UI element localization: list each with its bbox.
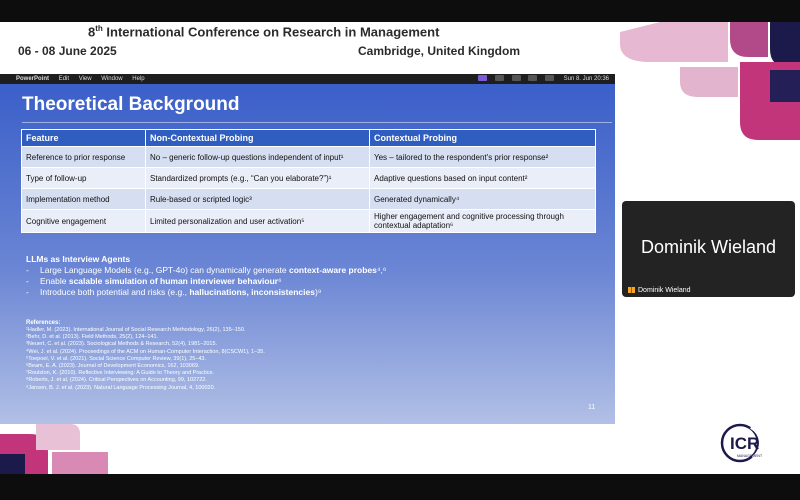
decoration-top-right: [620, 22, 800, 140]
table-cell: Cognitive engagement: [22, 210, 146, 233]
presentation-slide: [0, 84, 615, 424]
table-cell: Implementation method: [22, 189, 146, 210]
table-cell: Yes – tailored to the respondent's prior response²: [370, 147, 596, 168]
menu-clock[interactable]: Sun 8. Jun 20:36: [563, 76, 609, 82]
status-icon[interactable]: [495, 75, 504, 81]
wifi-icon[interactable]: [545, 75, 554, 81]
participant-display-name: Dominik Wieland: [640, 237, 777, 257]
participant-label: Dominik Wieland: [628, 287, 691, 294]
table-header: Contextual Probing: [370, 130, 596, 147]
table-header: Feature: [22, 130, 146, 147]
bullet-item: - Introduce both potential and risks (e.g., hallucinations, inconsistencies)⁹: [26, 287, 322, 297]
menu-item-help[interactable]: Help: [132, 76, 145, 82]
conference-dates: 06 - 08 June 2025: [18, 44, 117, 58]
slide-title: Theoretical Background: [22, 94, 240, 115]
status-icon[interactable]: [478, 75, 487, 81]
table-cell: Adaptive questions based on input content²: [370, 168, 596, 189]
table-cell: No – generic follow-up questions independent of input¹: [146, 147, 370, 168]
menu-item-powerpoint[interactable]: PowerPoint: [16, 76, 50, 82]
table-cell: Rule-based or scripted logic³: [146, 189, 370, 210]
mac-menu-bar: [0, 74, 615, 84]
icr-logo: [713, 422, 775, 464]
table-cell: Higher engagement and cognitive processing through contextual adaptation⁶: [370, 210, 596, 233]
reference-item: ⁶Beam, E. A. (2023). Journal of Development Economics, 162, 103069.: [26, 363, 200, 370]
svg-text:ICR: ICR: [730, 434, 760, 453]
table-cell: Reference to prior response: [22, 147, 146, 168]
bullet-item: - Large Language Models (e.g., GPT-4o) can dynamically generate context-aware probes⁴,⁶: [26, 265, 387, 275]
participant-video-tile[interactable]: [622, 201, 795, 297]
reference-item: ⁷Roulston, K. (2010). Reflective Interviewing: A Guide to Theory and Practice.: [26, 370, 215, 377]
conference-title: 8th International Conference on Research in Management: [88, 24, 440, 40]
reference-item: ⁹Jansen, B. J. et al. (2023). Natural Language Processing Journal, 4, 100020.: [26, 384, 216, 391]
reference-item: ⁸Roberts, J. et al. (2024). Critical Perspectives on Accounting, 99, 102722.: [26, 377, 207, 384]
menu-item-view[interactable]: View: [78, 76, 92, 82]
references-list: [26, 327, 265, 392]
table-row: [22, 168, 596, 189]
bottom-black-bar: [0, 474, 800, 500]
reference-item: ²Behr, D. et al. (2013). Field Methods, 25(2), 124–141.: [26, 334, 159, 341]
llm-section-heading: LLMs as Interview Agents: [26, 254, 131, 264]
signal-strength-icon: [628, 287, 635, 293]
menu-status-area: [472, 74, 609, 84]
table-header: Non-Contextual Probing: [146, 130, 370, 147]
table-cell: Standardized prompts (e.g., “Can you elaborate?”)¹: [146, 168, 370, 189]
title-divider: [22, 122, 612, 123]
menu-item-window[interactable]: Window: [101, 76, 123, 82]
bullet-item: - Enable scalable simulation of human interviewer behaviour⁶: [26, 276, 282, 286]
svg-text:MANAGEMENT: MANAGEMENT: [737, 454, 763, 458]
reference-item: ¹Hadler, M. (2023). International Journal of Social Research Methodology, 26(2), 135–150.: [26, 327, 246, 333]
references-heading: References:: [26, 320, 61, 326]
table-header-row: [22, 130, 596, 147]
table-row: [22, 210, 596, 233]
conference-location: Cambridge, United Kingdom: [358, 44, 520, 58]
table-cell: Generated dynamically⁴: [370, 189, 596, 210]
reference-item: ⁵Toepoel, V. et al. (2021). Social Science Computer Review, 39(1), 25–43.: [26, 355, 207, 362]
reference-item: ⁴Wei, J. et al. (2024). Proceedings of the ACM on Human-Computer Interaction, 8(CSCW1), 1–35.: [26, 348, 265, 355]
status-icon[interactable]: [512, 75, 521, 81]
comparison-table: [21, 129, 596, 233]
slide-page-number: 11: [588, 404, 596, 411]
reference-item: ³Neuert, C. et al. (2023). Sociological Methods & Research, 52(4), 1981–2015.: [26, 341, 218, 348]
table-cell: Type of follow-up: [22, 168, 146, 189]
table-row: [22, 147, 596, 168]
decoration-bottom-left: [0, 424, 110, 474]
table-cell: Limited personalization and user activation⁵: [146, 210, 370, 233]
menu-item-edit[interactable]: Edit: [58, 76, 70, 82]
battery-icon[interactable]: [528, 75, 537, 81]
top-black-bar: [0, 0, 800, 22]
llm-bullet-list: [26, 265, 386, 298]
table-row: [22, 189, 596, 210]
